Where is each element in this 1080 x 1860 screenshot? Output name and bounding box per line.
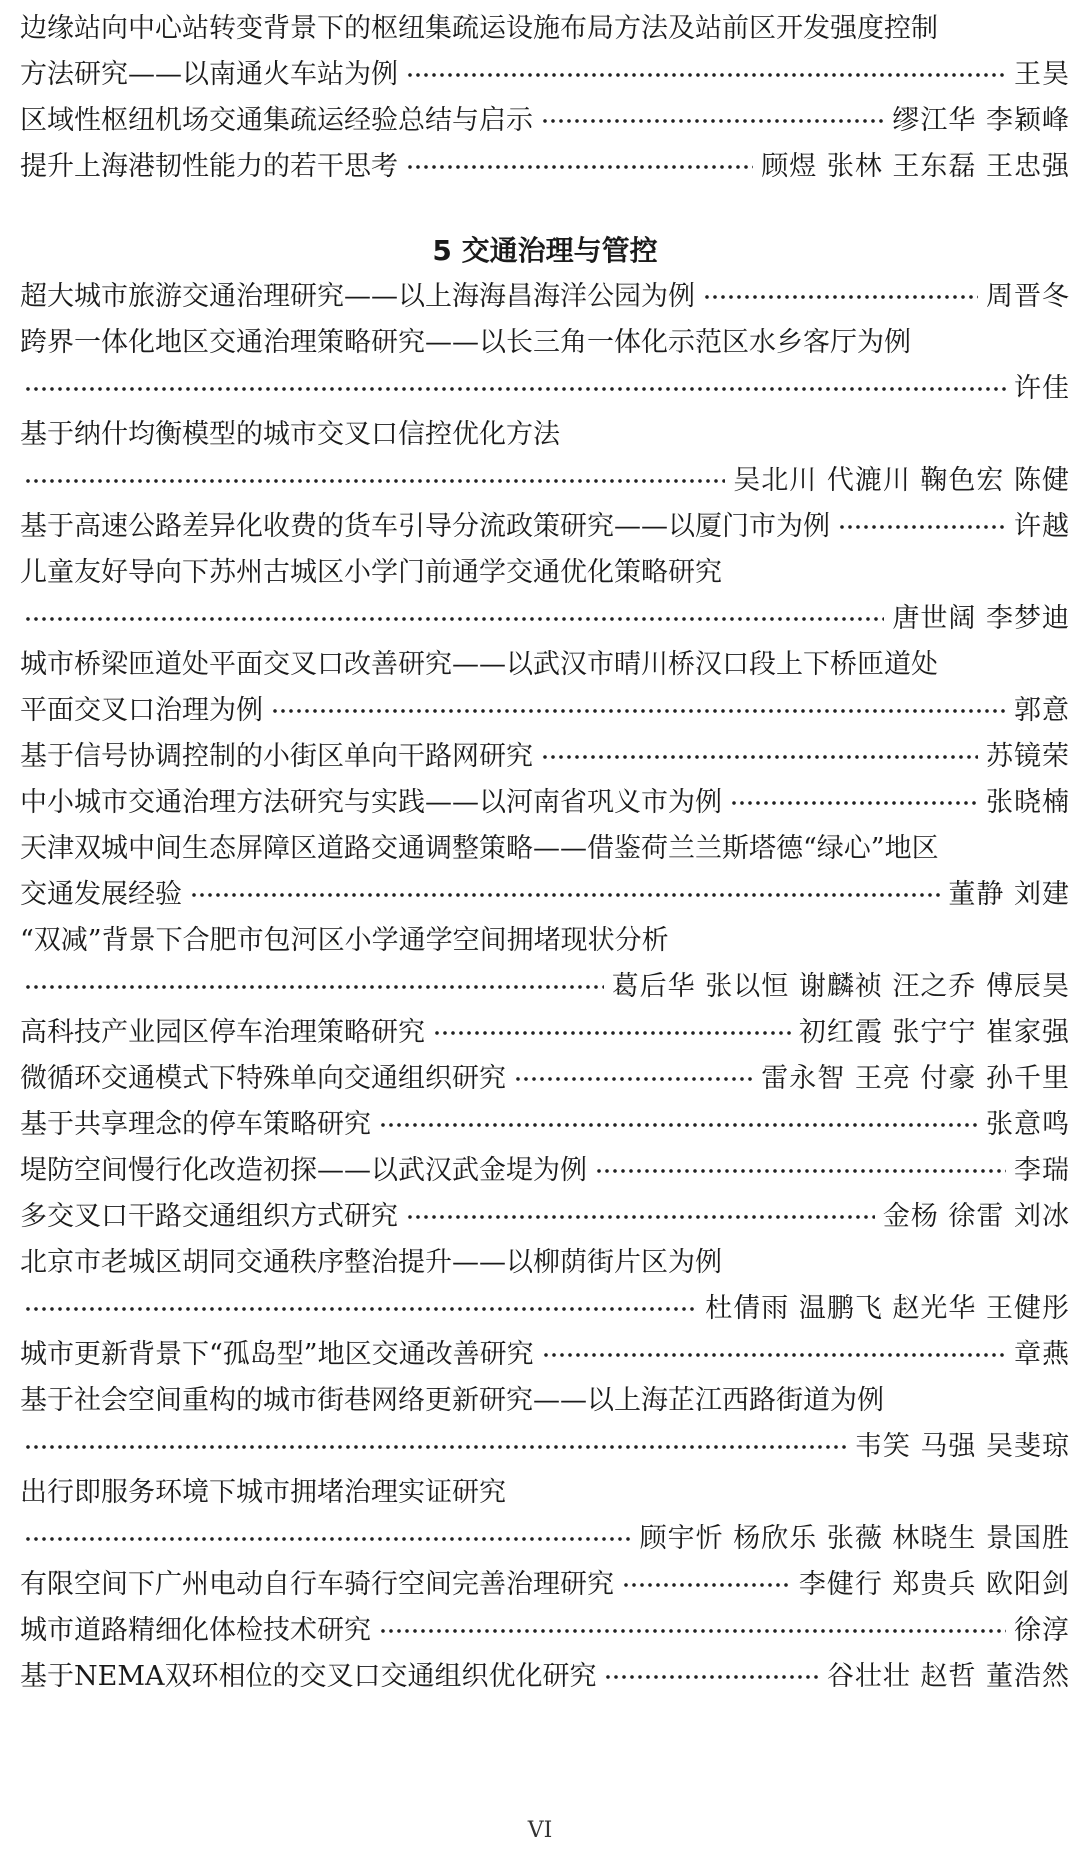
leader-dots xyxy=(604,1672,818,1682)
leader-dots xyxy=(433,1028,791,1038)
toc-entry-authors-line xyxy=(20,964,1070,1010)
toc-entry-authors: 雷永智 王亮 付豪 孙千里 xyxy=(761,1063,1070,1094)
toc-page xyxy=(20,0,1070,1860)
toc-entry-title-line xyxy=(20,1378,1070,1424)
toc-entry-authors: 葛后华 张以恒 谢麟祯 汪之乔 傅辰昊 xyxy=(611,971,1070,1002)
section-heading: 5 交通治理与管控 xyxy=(432,234,658,267)
leader-dots xyxy=(24,614,884,624)
toc-entry-authors-line xyxy=(20,1516,1070,1562)
toc-entry-title: 区域性枢纽机场交通集疏运经验总结与启示 xyxy=(20,105,533,136)
toc-entry-title: 跨界一体化地区交通治理策略研究——以长三角一体化示范区水乡客厅为例 xyxy=(20,327,911,358)
leader-dots xyxy=(541,752,978,762)
toc-entry-title: “双减”背景下合肥市包河区小学通学空间拥堵现状分析 xyxy=(20,925,669,956)
toc-entry xyxy=(20,1148,1070,1194)
toc-entry-authors: 苏镜荣 xyxy=(986,741,1070,772)
toc-entry-title: 提升上海港韧性能力的若干思考 xyxy=(20,151,398,182)
leader-dots xyxy=(379,1120,978,1130)
toc-entry xyxy=(20,780,1070,826)
toc-entry-title-line xyxy=(20,1470,1070,1516)
leader-dots xyxy=(514,1074,753,1084)
toc-entry-title: 多交叉口干路交通组织方式研究 xyxy=(20,1201,398,1232)
toc-entry-title: 堤防空间慢行化改造初探——以武汉武金堤为例 xyxy=(20,1155,587,1186)
leader-dots xyxy=(24,384,1006,394)
toc-entry-authors: 李健行 郑贵兵 欧阳剑 xyxy=(798,1569,1070,1600)
toc-entry xyxy=(20,1102,1070,1148)
leader-dots xyxy=(838,522,1006,532)
toc-entry xyxy=(20,1010,1070,1056)
toc-entry-authors: 周晋冬 xyxy=(986,281,1070,312)
toc-entry-authors: 王昊 xyxy=(1014,59,1070,90)
toc-entry xyxy=(20,98,1070,144)
leader-dots xyxy=(24,1442,847,1452)
toc-entry-title: 微循环交通模式下特殊单向交通组织研究 xyxy=(20,1063,506,1094)
toc-entry-title-line xyxy=(20,412,1070,458)
toc-entry-title: 基于信号协调控制的小街区单向干路网研究 xyxy=(20,741,533,772)
toc-entry-title: 边缘站向中心站转变背景下的枢纽集疏运设施布局方法及站前区开发强度控制 xyxy=(20,13,938,44)
toc-entry-authors: 唐世阔 李梦迪 xyxy=(892,603,1070,634)
toc-entry-authors: 李瑞 xyxy=(1014,1155,1070,1186)
leader-dots xyxy=(24,1534,632,1544)
toc-entry-title: 出行即服务环境下城市拥堵治理实证研究 xyxy=(20,1477,506,1508)
leader-dots xyxy=(190,890,940,900)
toc-entry-authors: 郭意 xyxy=(1014,695,1070,726)
toc-entry xyxy=(20,1056,1070,1102)
toc-entry-authors: 章燕 xyxy=(1014,1339,1070,1370)
toc-entry-title-line xyxy=(20,1240,1070,1286)
toc-entry-title: 基于社会空间重构的城市街巷网络更新研究——以上海芷江西路街道为例 xyxy=(20,1385,884,1416)
toc-entry-authors: 谷壮壮 赵哲 董浩然 xyxy=(826,1661,1070,1692)
leader-dots xyxy=(24,476,725,486)
toc-entry-title: 城市道路精细化体检技术研究 xyxy=(20,1615,371,1646)
leader-dots xyxy=(379,1626,1006,1636)
toc-entry xyxy=(20,1608,1070,1654)
toc-entry-title: 北京市老城区胡同交通秩序整治提升——以柳荫街片区为例 xyxy=(20,1247,722,1278)
toc-entry-title: 基于纳什均衡模型的城市交叉口信控优化方法 xyxy=(20,419,560,450)
toc-entry-authors: 徐淳 xyxy=(1014,1615,1070,1646)
toc-entry xyxy=(20,1654,1070,1700)
toc-entry xyxy=(20,274,1070,320)
toc-entry xyxy=(20,1332,1070,1378)
toc-entry xyxy=(20,504,1070,550)
leader-dots xyxy=(542,1350,1006,1360)
toc-entry-authors: 董静 刘建 xyxy=(948,879,1070,910)
leader-dots xyxy=(406,1212,875,1222)
leader-dots xyxy=(730,798,978,808)
toc-entry-title: 城市更新背景下“孤岛型”地区交通改善研究 xyxy=(20,1339,534,1370)
toc-entry-title-line xyxy=(20,642,1070,688)
toc-entry xyxy=(20,734,1070,780)
toc-entry-title: 儿童友好导向下苏州古城区小学门前通学交通优化策略研究 xyxy=(20,557,722,588)
toc-entry-title-cont: 平面交叉口治理为例 xyxy=(20,695,263,726)
leader-dots xyxy=(703,292,978,302)
toc-entry-title-line xyxy=(20,826,1070,872)
page-number: VI xyxy=(527,1818,553,1843)
toc-entry-authors-line xyxy=(20,366,1070,412)
toc-entry-authors-line xyxy=(20,458,1070,504)
toc-entry-authors: 许越 xyxy=(1014,511,1070,542)
toc-entry-authors: 缪江华 李颖峰 xyxy=(892,105,1070,136)
leader-dots xyxy=(271,706,1006,716)
toc-entry-authors: 顾煜 张林 王东磊 王忠强 xyxy=(761,151,1070,182)
toc-entry-authors-line xyxy=(20,596,1070,642)
toc-entry-title-line xyxy=(20,6,1070,52)
toc-entry xyxy=(20,872,1070,918)
leader-dots xyxy=(406,162,753,172)
toc-entry-title-cont: 方法研究——以南通火车站为例 xyxy=(20,59,398,90)
toc-entry-title: 城市桥梁匝道处平面交叉口改善研究——以武汉市晴川桥汉口段上下桥匝道处 xyxy=(20,649,938,680)
toc-entry xyxy=(20,52,1070,98)
toc-entry-title: 基于高速公路差异化收费的货车引导分流政策研究——以厦门市为例 xyxy=(20,511,830,542)
toc-entry-title-line xyxy=(20,320,1070,366)
leader-dots xyxy=(541,116,884,126)
toc-entry xyxy=(20,144,1070,190)
toc-entry xyxy=(20,1194,1070,1240)
toc-entry-authors: 吴北川 代漉川 鞠色宏 陈健 xyxy=(733,465,1070,496)
toc-entry-title: 天津双城中间生态屏障区道路交通调整策略——借鉴荷兰兰斯塔德“绿心”地区 xyxy=(20,833,939,864)
toc-entry-authors: 张晓楠 xyxy=(986,787,1070,818)
toc-entry-authors: 韦笑 马强 吴斐琼 xyxy=(854,1431,1070,1462)
leader-dots xyxy=(24,1304,697,1314)
toc-entry-title: 中小城市交通治理方法研究与实践——以河南省巩义市为例 xyxy=(20,787,722,818)
leader-dots xyxy=(595,1166,1006,1176)
toc-entry-authors: 张意鸣 xyxy=(986,1109,1070,1140)
toc-entry-title-line xyxy=(20,918,1070,964)
toc-entry-title-line xyxy=(20,550,1070,596)
toc-entry-authors: 初红霞 张宁宁 崔家强 xyxy=(798,1017,1070,1048)
toc-entry-title-cont: 交通发展经验 xyxy=(20,879,182,910)
toc-entry xyxy=(20,688,1070,734)
leader-dots xyxy=(406,70,1006,80)
toc-entry-authors: 金杨 徐雷 刘冰 xyxy=(882,1201,1070,1232)
toc-entry-authors: 许佳 xyxy=(1014,373,1070,404)
toc-entry-authors-line xyxy=(20,1286,1070,1332)
toc-entry-authors: 顾宇忻 杨欣乐 张薇 林晓生 景国胜 xyxy=(639,1523,1070,1554)
toc-entry-title: 高科技产业园区停车治理策略研究 xyxy=(20,1017,425,1048)
leader-dots xyxy=(622,1580,791,1590)
toc-entry-authors: 杜倩雨 温鹏飞 赵光华 王健彤 xyxy=(705,1293,1070,1324)
toc-entry-authors-line xyxy=(20,1424,1070,1470)
toc-entry xyxy=(20,1562,1070,1608)
toc-entry-title: 有限空间下广州电动自行车骑行空间完善治理研究 xyxy=(20,1569,614,1600)
toc-entry-title: 基于共享理念的停车策略研究 xyxy=(20,1109,371,1140)
toc-entry-title: 基于NEMA双环相位的交叉口交通组织优化研究 xyxy=(20,1661,597,1692)
leader-dots xyxy=(24,982,604,992)
toc-entry-title: 超大城市旅游交通治理研究——以上海海昌海洋公园为例 xyxy=(20,281,695,312)
